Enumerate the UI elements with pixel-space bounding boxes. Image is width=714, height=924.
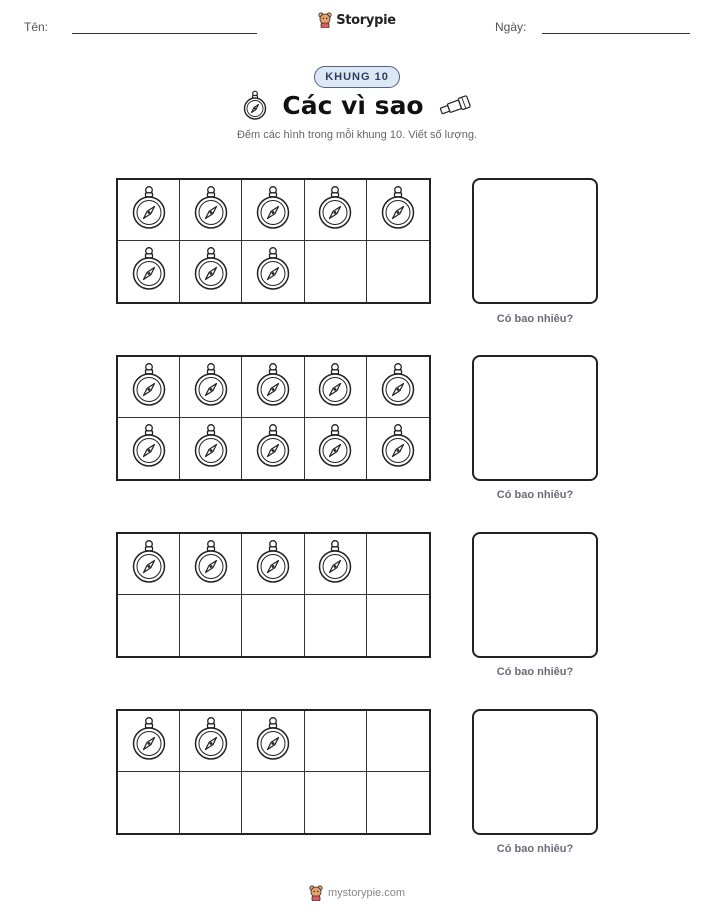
question-1: Có bao nhiêu? bbox=[496, 313, 574, 325]
brand-name: Storypie bbox=[336, 12, 396, 28]
ten-frame-cell bbox=[180, 418, 242, 479]
ten-frame-cell bbox=[305, 772, 367, 833]
page-title: Các vì sao bbox=[282, 90, 424, 120]
compass-icon bbox=[130, 716, 168, 767]
ten-frame-cell bbox=[242, 418, 304, 479]
ten-frame-cell bbox=[118, 241, 180, 302]
compass-icon bbox=[316, 423, 354, 474]
question-2: Có bao nhiêu? bbox=[496, 489, 574, 501]
compass-icon bbox=[254, 423, 292, 474]
ten-frame-cell bbox=[118, 418, 180, 479]
ten-frame-cell bbox=[367, 357, 429, 418]
compass-icon bbox=[254, 362, 292, 413]
answer-box-1[interactable] bbox=[472, 178, 598, 304]
ten-frame-cell bbox=[305, 180, 367, 241]
instructions: Đếm các hình trong mỗi khung 10. Viết số lượng. bbox=[236, 129, 477, 141]
footer-url: mystorypie.com bbox=[327, 887, 406, 899]
ten-frame-cell bbox=[367, 595, 429, 656]
bear-mascot-icon bbox=[318, 12, 332, 28]
ten-frame-cell bbox=[242, 241, 304, 302]
ten-frame-cell bbox=[242, 534, 304, 595]
ten-frame-3 bbox=[116, 532, 431, 658]
ten-frame-cell bbox=[305, 357, 367, 418]
ten-frame-cell bbox=[118, 180, 180, 241]
compass-icon bbox=[192, 246, 230, 297]
ten-frame-cell bbox=[367, 711, 429, 772]
compass-icon bbox=[192, 539, 230, 590]
ten-frame-cell bbox=[305, 711, 367, 772]
date-line[interactable] bbox=[542, 33, 690, 34]
compass-icon bbox=[379, 423, 417, 474]
worksheet-badge: KHUNG 10 bbox=[314, 66, 400, 88]
name-line[interactable] bbox=[72, 33, 257, 34]
name-label: Tên: bbox=[24, 20, 49, 34]
compass-icon bbox=[254, 539, 292, 590]
ten-frame-cell bbox=[305, 595, 367, 656]
compass-icon bbox=[130, 362, 168, 413]
ten-frame-cell bbox=[367, 418, 429, 479]
question-4: Có bao nhiêu? bbox=[496, 843, 574, 855]
answer-box-2[interactable] bbox=[472, 355, 598, 481]
brand-logo bbox=[0, 12, 714, 28]
compass-icon bbox=[316, 362, 354, 413]
compass-icon bbox=[192, 362, 230, 413]
ten-frame-2 bbox=[116, 355, 431, 481]
compass-icon bbox=[130, 185, 168, 236]
compass-icon bbox=[130, 423, 168, 474]
compass-icon bbox=[242, 90, 268, 120]
compass-icon bbox=[316, 539, 354, 590]
ten-frame-cell bbox=[242, 711, 304, 772]
answer-box-3[interactable] bbox=[472, 532, 598, 658]
telescope-icon bbox=[438, 95, 472, 115]
ten-frame-cell bbox=[180, 772, 242, 833]
compass-icon bbox=[254, 716, 292, 767]
compass-icon bbox=[379, 362, 417, 413]
ten-frame-cell bbox=[367, 772, 429, 833]
ten-frame-cell bbox=[180, 711, 242, 772]
ten-frame-cell bbox=[118, 711, 180, 772]
ten-frame-cell bbox=[305, 418, 367, 479]
ten-frame-4 bbox=[116, 709, 431, 835]
compass-icon bbox=[192, 185, 230, 236]
ten-frame-cell bbox=[367, 180, 429, 241]
ten-frame-cell bbox=[118, 772, 180, 833]
ten-frame-cell bbox=[180, 595, 242, 656]
ten-frame-cell bbox=[367, 241, 429, 302]
compass-icon bbox=[130, 539, 168, 590]
compass-icon bbox=[379, 185, 417, 236]
ten-frame-cell bbox=[242, 357, 304, 418]
ten-frame-cell bbox=[180, 241, 242, 302]
ten-frame-cell bbox=[242, 180, 304, 241]
question-3: Có bao nhiêu? bbox=[496, 666, 574, 678]
bear-mascot-icon bbox=[309, 885, 323, 901]
compass-icon bbox=[254, 246, 292, 297]
ten-frame-cell bbox=[118, 595, 180, 656]
ten-frame-cell bbox=[242, 772, 304, 833]
answer-box-4[interactable] bbox=[472, 709, 598, 835]
footer bbox=[0, 885, 714, 901]
ten-frame-cell bbox=[118, 357, 180, 418]
ten-frame-cell bbox=[367, 534, 429, 595]
ten-frame-cell bbox=[305, 534, 367, 595]
compass-icon bbox=[254, 185, 292, 236]
date-label: Ngày: bbox=[495, 20, 527, 34]
ten-frame-cell bbox=[118, 534, 180, 595]
ten-frame-cell bbox=[180, 180, 242, 241]
ten-frame-cell bbox=[180, 534, 242, 595]
ten-frame-cell bbox=[242, 595, 304, 656]
compass-icon bbox=[316, 185, 354, 236]
compass-icon bbox=[192, 716, 230, 767]
ten-frame-cell bbox=[180, 357, 242, 418]
ten-frame-cell bbox=[305, 241, 367, 302]
ten-frame-1 bbox=[116, 178, 431, 304]
compass-icon bbox=[130, 246, 168, 297]
compass-icon bbox=[192, 423, 230, 474]
